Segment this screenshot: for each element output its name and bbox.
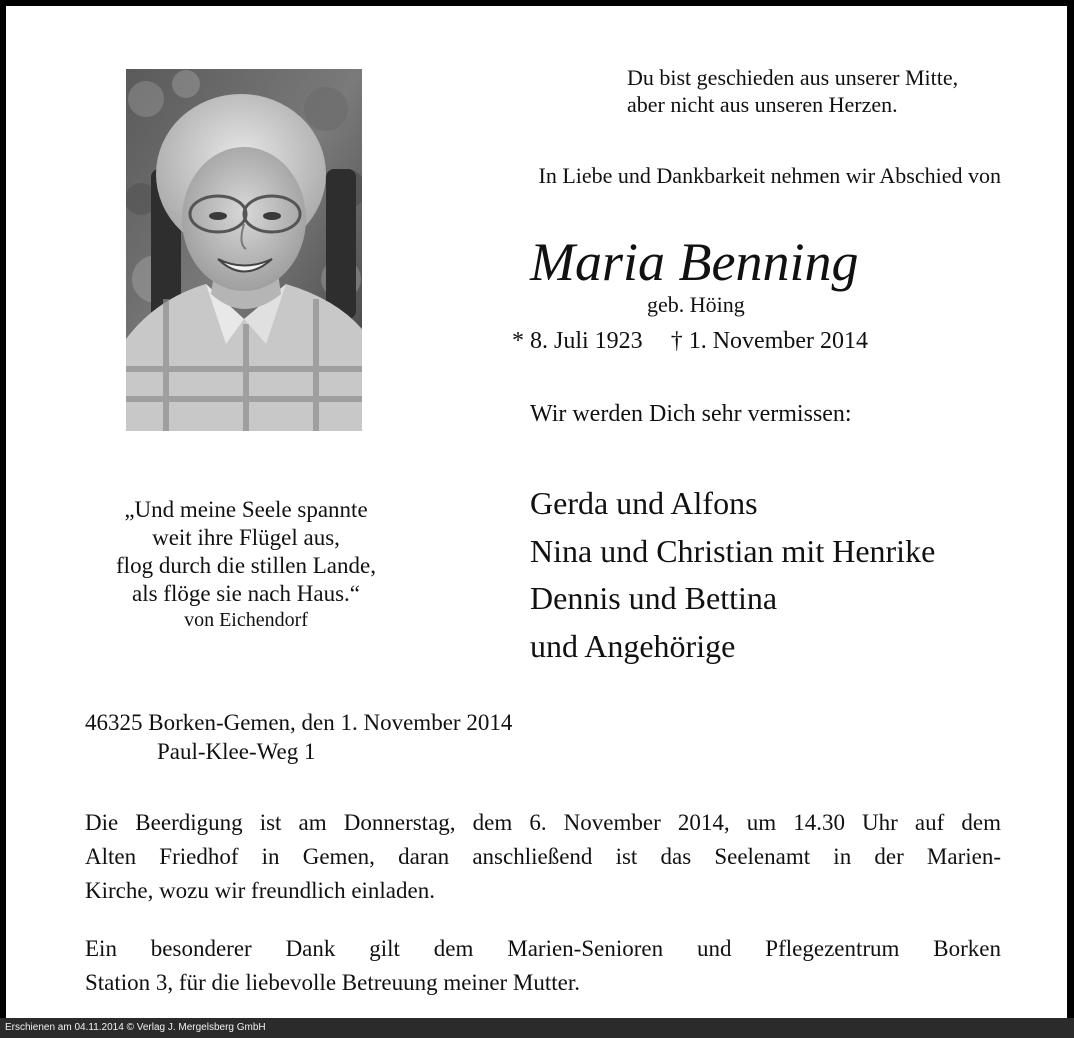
deceased-name: Maria Benning xyxy=(530,232,859,292)
birth-name: geb. Höing xyxy=(647,292,745,317)
funeral-notice xyxy=(85,806,1001,908)
motto-verse xyxy=(627,64,958,118)
quote-author: von Eichendorf xyxy=(184,609,308,631)
intro-text: In Liebe und Dankbarkeit nehmen wir Abschied von xyxy=(538,163,1001,188)
life-dates xyxy=(512,326,868,356)
motto-line: aber nicht aus unseren Herzen. xyxy=(627,92,898,117)
quote-line: als flöge sie nach Haus.“ xyxy=(131,581,360,606)
quote-line: weit ihre Flügel aus, xyxy=(152,525,340,550)
motto-line: Du bist geschieden aus unserer Mitte, xyxy=(627,65,959,90)
publication-footer: Erschienen am 04.11.2014 © Verlag J. Mergelsberg GmbH xyxy=(0,1018,1074,1038)
quote-line: flog durch die stillen Lande, xyxy=(116,553,376,578)
family-member: Gerda und Alfons xyxy=(530,485,758,521)
family-list xyxy=(530,480,935,670)
birth-date: * 8. Juli 1923 xyxy=(512,328,643,354)
death-date: † 1. November 2014 xyxy=(670,328,868,354)
thanks-notice xyxy=(85,932,1001,1000)
funeral-line: Kirche, wozu wir freundlich einladen. xyxy=(85,878,435,903)
poem-quote xyxy=(66,496,426,632)
family-member: Dennis und Bettina xyxy=(530,580,778,616)
address-place-date: 46325 Borken-Gemen, den 1. November 2014 xyxy=(85,710,513,735)
thanks-line: Ein besonderer Dank gilt dem Marien-Senioren und Pflegezentrum Borken xyxy=(85,936,1001,961)
family-member: Nina und Christian mit Henrike xyxy=(530,532,936,569)
quote-line: „Und meine Seele spannte xyxy=(124,497,368,522)
thanks-line: Station 3, für die liebevolle Betreuung meiner Mutter. xyxy=(85,970,581,995)
funeral-line: Die Beerdigung ist am Donnerstag, dem 6. November 2014, um 14.30 Uhr auf dem xyxy=(85,810,1001,835)
miss-text: Wir werden Dich sehr vermissen: xyxy=(530,401,852,427)
family-member: und Angehörige xyxy=(530,627,736,664)
address-street: Paul-Klee-Weg 1 xyxy=(157,739,316,764)
address-block xyxy=(85,708,512,766)
funeral-line: Alten Friedhof in Gemen, daran anschließend ist das Seelenamt in der Marien- xyxy=(85,844,1001,869)
portrait-photo xyxy=(126,69,362,431)
